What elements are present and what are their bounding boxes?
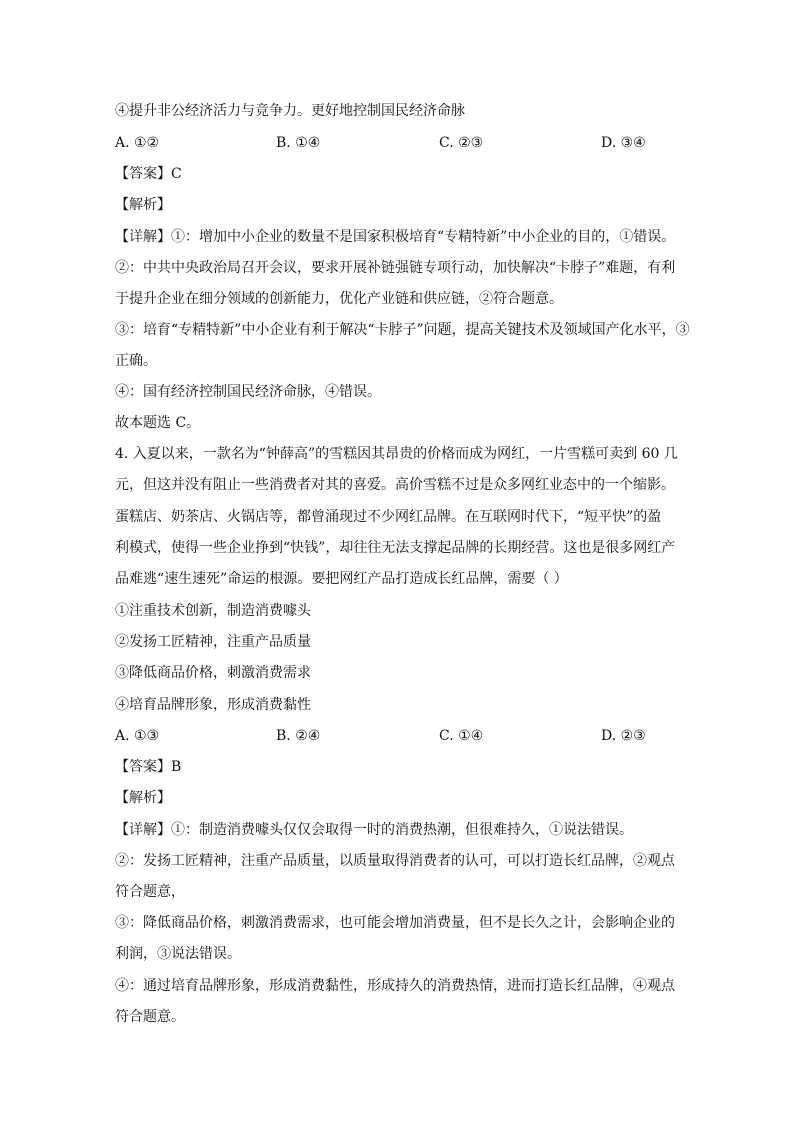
q3-answer-line: [115, 164, 182, 184]
q3-detail-line: ④：国有经济控制国民经济命脉，④错误。: [115, 384, 381, 400]
q3-detail-line: 正确。: [115, 353, 157, 369]
q3-option-b: B. ①④: [276, 135, 321, 151]
q4-detail-line: 利润，③说法错误。: [115, 946, 241, 962]
q4-stem-line: 品难逃“速生速死”命运的根源。要把网红产品打造成长红品牌，需要（ ）: [115, 571, 568, 587]
q4-option-a: A. ①③: [115, 728, 160, 744]
q4-detail-line: 符合题意，: [115, 884, 185, 900]
q4-stem-line: 利模式，使得一些企业挣到“快钱”，却往往无法支撑起品牌的长期经营。这也是很多网红产: [115, 540, 676, 556]
q3-detail-line: 【详解】①：增加中小企业的数量不是国家积极培育“专精特新”中小企业的目的，①错误。: [115, 229, 676, 245]
q4-detail-line: 符合题意。: [115, 1009, 185, 1025]
q3-option-c: C. ②③: [439, 135, 484, 151]
q4-analysis-tag: 【解析】: [115, 790, 171, 806]
q4-answer-line: [115, 757, 181, 777]
q4-detail-line: ②：发扬工匠精神，注重产品质量，以质量取得消费者的认可，可以打造长红品牌，②观点: [115, 853, 675, 869]
q4-option-c: C. ①④: [439, 728, 484, 744]
q3-option-a: A. ①②: [115, 135, 160, 151]
q4-option-d: D. ②③: [601, 728, 646, 744]
q4-answer-value: B: [171, 759, 182, 775]
q4-item: ④培育品牌形象，形成消费黏性: [115, 697, 311, 713]
q4-item: ②发扬工匠精神，注重产品质量: [115, 634, 311, 650]
q4-item: ①注重技术创新，制造消费噱头: [115, 603, 311, 619]
q4-stem-line: 蛋糕店、奶茶店、火锅店等，都曾涌现过不少网红品牌。在互联网时代下，“短平快”的盈: [115, 509, 662, 525]
q4-detail-line: ③：降低商品价格，刺激消费需求，也可能会增加消费量，但不是长久之计，会影响企业的: [115, 915, 675, 931]
q3-answer-value: C: [171, 166, 182, 182]
q3-detail-line: ②：中共中央政治局召开会议，要求开展补链强链专项行动，加快解决“卡脖子”难题，有利: [115, 260, 676, 276]
q3-analysis-tag: 【解析】: [115, 197, 171, 213]
q3-detail-line: 于提升企业在细分领域的创新能力，优化产业链和供应链，②符合题意。: [115, 291, 563, 307]
q3-answer-tag: 【答案】: [115, 166, 171, 182]
q4-option-b: B. ②④: [276, 728, 321, 744]
q4-stem-line: 元，但这并没有阻止一些消费者对其的喜爱。高价雪糕不过是众多网红业态中的一个缩影。: [115, 477, 675, 493]
q4-answer-tag: 【答案】: [115, 759, 171, 775]
q3-option-d: D. ③④: [601, 135, 646, 151]
q4-detail-line: 【详解】①：制造消费噱头仅仅会取得一时的消费热潮，但很难持久，①说法错误。: [115, 822, 633, 838]
q4-stem-line: 4. 入夏以来，一款名为“钟薛高”的雪糕因其昂贵的价格而成为网红，一片雪糕可卖到 60 几: [115, 446, 678, 462]
q3-detail-line: ③：培育“专精特新”中小企业有利于解决“卡脖子”问题，提高关键技术及领域国产化水平，③: [115, 322, 690, 338]
q4-detail-line: ④：通过培育品牌形象，形成消费黏性，形成持久的消费热情，进而打造长红品牌，④观点: [115, 978, 675, 994]
q4-item: ③降低商品价格，刺激消费需求: [115, 665, 311, 681]
q3-item-4: ④提升非公经济活力与竞争力。更好地控制国民经济命脉: [115, 103, 465, 119]
q3-conclusion: 故本题选 C。: [115, 415, 201, 431]
